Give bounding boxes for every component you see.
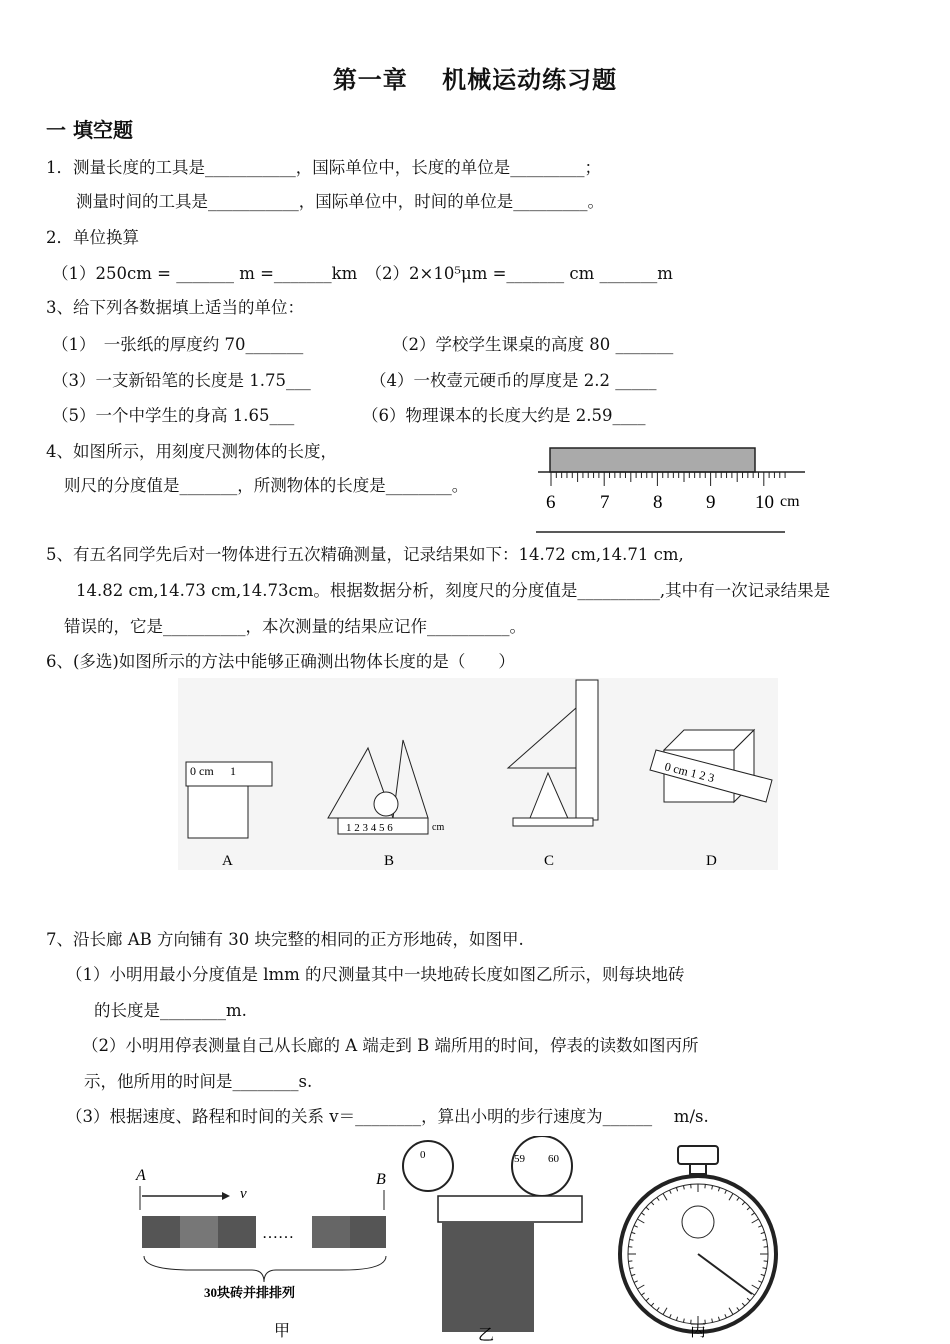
page-title: 第一章 机械运动练习题	[332, 66, 618, 94]
q4-line1: 4、如图所示，用刻度尺测物体的长度，	[46, 442, 337, 461]
svg-text:0: 0	[420, 1149, 426, 1161]
q3-item6: （6）物理课本的长度大约是 2.59____	[362, 406, 646, 425]
point-b-label: B	[376, 1171, 386, 1188]
velocity-label: v	[240, 1186, 247, 1202]
ruler-label-9: 9	[706, 492, 716, 513]
q1-line1: 1．测量长度的工具是___________，国际单位中，长度的单位是_________；	[46, 158, 601, 177]
fig-bing	[612, 1136, 784, 1342]
svg-text:0 cm: 0 cm	[190, 764, 214, 778]
q7-line2: （1）小明用最小分度值是 lmm 的尺测量其中一块地砖长度如图乙所示，则每块地砖	[66, 965, 685, 984]
tile-row	[142, 1216, 386, 1248]
fig-yi-label: 乙	[478, 1327, 495, 1342]
svg-text:1 2 3 4 5 6: 1 2 3 4 5 6	[346, 822, 393, 834]
q5-line3: 错误的，它是__________，本次测量的结果应记作__________。	[64, 617, 526, 636]
option-b-label: B	[384, 853, 395, 869]
svg-text:59: 59	[514, 1153, 525, 1165]
option-d-label: D	[706, 853, 717, 869]
q5-line1: 5、有五名同学先后对一物体进行五次精确测量，记录结果如下：14.72 cm,14.71 cm,	[46, 545, 684, 564]
option-c-label: C	[544, 853, 555, 869]
q7-line3: 的长度是________m.	[94, 1001, 247, 1020]
svg-text:60: 60	[548, 1153, 559, 1165]
fig-yi	[402, 1136, 598, 1342]
q3-item5: （5）一个中学生的身高 1.65___	[52, 406, 295, 425]
q7-line5: 示，他所用的时间是________s.	[84, 1072, 313, 1091]
q7-line6: （3）根据速度、路程和时间的关系 v＝________，算出小明的步行速度为______ m/s.	[66, 1107, 709, 1126]
q3-item4: （4）一枚壹元硬币的厚度是 2.2 _____	[370, 371, 657, 390]
fig-jia	[132, 1160, 394, 1340]
q7-line4: （2）小明用停表测量自己从长廊的 A 端走到 B 端所用的时间，停表的读数如图丙所	[82, 1036, 699, 1055]
q2-line: （1）250cm = _______ m =_______km （2）2×10⁵μm =_______ cm _______m	[52, 264, 673, 283]
ruler-label-6: 6	[546, 492, 556, 513]
svg-text:0 cm 1 2 3: 0 cm 1 2 3	[663, 759, 716, 786]
q2-heading: 2．单位换算	[46, 228, 139, 247]
ruler-label-8: 8	[653, 492, 663, 513]
q7-line1: 7、沿长廊 AB 方向铺有 30 块完整的相同的正方形地砖，如图甲.	[46, 930, 524, 949]
ruler-ticks	[551, 472, 785, 486]
q3-item1: （1） 一张纸的厚度约 70_______	[52, 335, 304, 354]
q6-line: 6、(多选)如图所示的方法中能够正确测出物体长度的是（ ）	[46, 652, 515, 671]
ruler-label-10: 10	[755, 492, 774, 513]
q3-item2: （2）学校学生课桌的高度 80 _______	[392, 335, 674, 354]
q3-heading: 3、给下列各数据填上适当的单位：	[46, 298, 304, 317]
ruler-unit: cm	[780, 493, 800, 510]
fig-jia-caption: 30块砖并排排列	[204, 1285, 296, 1300]
ruler-label-7: 7	[600, 492, 610, 513]
q6-figure	[178, 678, 778, 870]
q1-line2: 测量时间的工具是___________，国际单位中，时间的单位是_________。	[76, 192, 604, 211]
q3-item3: （3）一支新铅笔的长度是 1.75___	[52, 371, 311, 390]
fig-bing-label: 丙	[690, 1323, 707, 1340]
q4-line2: 则尺的分度值是_______，所测物体的长度是________。	[64, 476, 469, 495]
section-heading: 一 填空题	[46, 118, 133, 142]
q5-line2: 14.82 cm,14.73 cm,14.73cm。根据数据分析，刻度尺的分度值是__________,其中有一次记录结果是	[76, 581, 831, 600]
fig-jia-label: 甲	[274, 1323, 291, 1340]
point-a-label: A	[136, 1167, 146, 1184]
svg-text:……: ……	[262, 1225, 294, 1242]
option-a-label: A	[222, 853, 233, 869]
svg-text:1: 1	[230, 764, 236, 778]
ruler-figure	[530, 444, 810, 538]
measured-block	[550, 448, 755, 472]
svg-text:cm: cm	[432, 822, 445, 833]
